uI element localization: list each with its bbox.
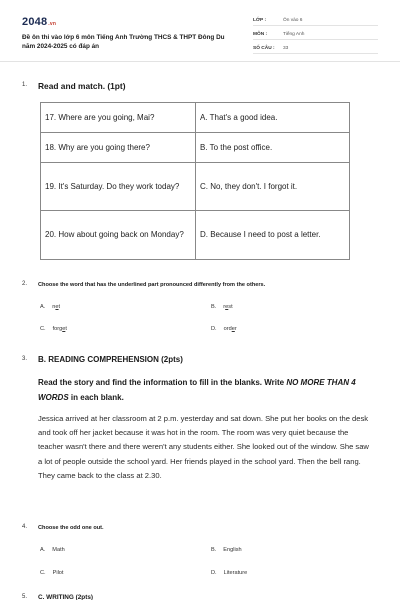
question-number-3: 3. [22,356,28,362]
answer-option-c[interactable]: C. forget [40,326,67,332]
answer-option-a[interactable]: A. Math [40,547,65,553]
question-number-1: 1. [22,82,28,88]
question-number-4: 4. [22,524,28,530]
question-1-title: Read and match. (1pt) [38,81,126,91]
document-title: Đề ôn thi vào lớp 6 môn Tiếng Anh Trường THCS & THPT Đông Du năm 2024-2025 có đáp án [22,34,225,50]
table-row [41,103,350,133]
matching-table [40,102,350,260]
meta-question-count: SỐ CÂU : 33 [253,45,378,54]
meta-class: LỚP : Ôn vào 6 [253,17,378,26]
match-left-cell: 20. How about going back on Monday? [41,211,196,260]
match-right-cell: B. To the post office. [196,133,350,163]
match-right-cell: C. No, they don't. I forgot it. [196,163,350,211]
reading-passage: Jessica arrived at her classroom at 2 p.m. yesterday and sat down. She put her books on the desk and took off her jacket because it was hot in the room. The room was very quiet because the teacher wasn't there and there weren't any students either. She looked out of the window. She saw a lot of people outside the school yard. Her friends played in the school yard. Then the bell rang. They came back to the class at 2.30. [38,414,369,480]
table-row [41,133,350,163]
question-number-2: 2. [22,281,28,287]
match-right-cell: A. That's a good idea. [196,103,350,133]
match-left-cell: 17. Where are you going, Mai? [41,103,196,133]
question-4-instruction: Choose the odd one out. [38,525,104,531]
page-header [0,0,400,62]
answer-option-c[interactable]: C. Pilot [40,570,64,576]
table-row [41,163,350,211]
site-logo[interactable]: 2048.vn [22,16,57,28]
match-left-cell: 19. It's Saturday. Do they work today? [41,163,196,211]
reading-instruction: Read the story and find the information to fill in the blanks. Write NO MORE THAN 4 WORDS in each blank. [38,378,356,402]
answer-option-d[interactable]: D. Literature [211,570,248,576]
answer-option-b[interactable]: B. English [211,547,242,553]
answer-option-d[interactable]: D. order [211,326,237,332]
table-row [41,211,350,260]
answer-option-a[interactable]: A. net [40,304,61,310]
meta-subject: MÔN : Tiếng Anh [253,31,378,40]
match-right-cell: D. Because I need to post a letter. [196,211,350,260]
question-number-5: 5. [22,594,28,600]
answer-option-b[interactable]: B. rest [211,304,233,310]
question-2-instruction: Choose the word that has the underlined part pronounced differently from the others. [38,282,266,288]
reading-section-title: B. READING COMPREHENSION (2pts) [38,355,183,364]
match-left-cell: 18. Why are you going there? [41,133,196,163]
writing-section-title: C. WRITING (2pts) [38,594,94,600]
